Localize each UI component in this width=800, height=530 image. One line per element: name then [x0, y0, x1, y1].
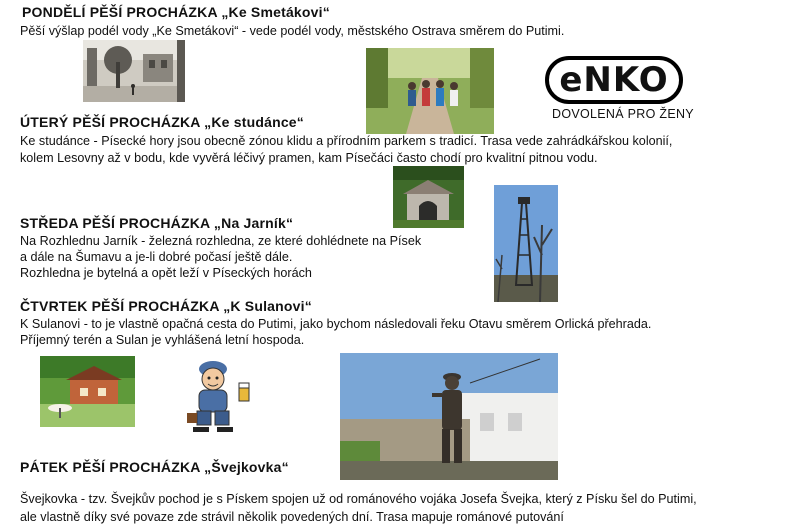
tuesday-text-line-2: kolem Lesovny až v bodu, kde vyvěrá léčivý pramen, kam Písečáci často chodí pro kvalitní pitnou vodu.: [20, 151, 598, 165]
walkers-photo: [366, 48, 494, 134]
friday-text-line-2: ale vlastně díky své povaze zde strávil několik povedených dní. Trasa mapuje románové putování: [20, 510, 564, 524]
thursday-heading: ČTVRTEK PĚŠÍ PROCHÁZKA „K Sulanovi“: [20, 298, 312, 314]
logo-subtitle: DOVOLENÁ PRO ŽENY: [552, 107, 694, 121]
lookout-tower-photo: [494, 185, 558, 302]
svejk-cartoon: [173, 353, 262, 435]
logo-mark: eNKO: [559, 60, 669, 100]
spring-well-photo: [393, 166, 464, 228]
thursday-text-line-1: K Sulanovi - to je vlastně opačná cesta do Putimi, jako bychom následovali řeku Otavu směrem Orlická přehrada.: [20, 317, 652, 331]
monday-heading: PONDĚLÍ PĚŠÍ PROCHÁZKA „Ke Smetákovi“: [22, 4, 330, 20]
wednesday-text-line-2: a dále na Šumavu a je-li dobré počasí ještě dále.: [20, 250, 293, 264]
friday-heading: PÁTEK PĚŠÍ PROCHÁZKA „Švejkovka“: [20, 459, 289, 475]
enko-logo: [545, 56, 683, 104]
monday-text-line-1: Pěší výšlap podél vody „Ke Smetákovi“ - vede podél vody, městského Ostrava směrem do Putimi.: [20, 24, 565, 38]
garden-pub-photo: [40, 356, 135, 427]
svejk-statue-photo: [340, 353, 558, 480]
old-town-photo: [83, 40, 185, 102]
thursday-text-line-2: Příjemný terén a Sulan je vyhlášená letní hospoda.: [20, 333, 305, 347]
wednesday-text-line-3: Rozhledna je bytelná a opět leží v Píseckých horách: [20, 266, 312, 280]
wednesday-heading: STŘEDA PĚŠÍ PROCHÁZKA „Na Jarník“: [20, 215, 294, 231]
tuesday-text-line-1: Ke studánce - Písecké hory jsou obecně zónou klidu a přírodním parkem s tradicí. Trasa vede zahrádkářskou kolonií,: [20, 134, 673, 148]
friday-text-line-1: Švejkovka - tzv. Švejkův pochod je s Pískem spojen už od románového vojáka Josefa Švejka, který z Písku šel do Putimi,: [20, 492, 697, 506]
wednesday-text-line-1: Na Rozhlednu Jarník - železná rozhledna, ze které dohlédnete na Písek: [20, 234, 422, 248]
tuesday-heading: ÚTERÝ PĚŠÍ PROCHÁZKA „Ke studánce“: [20, 114, 304, 130]
